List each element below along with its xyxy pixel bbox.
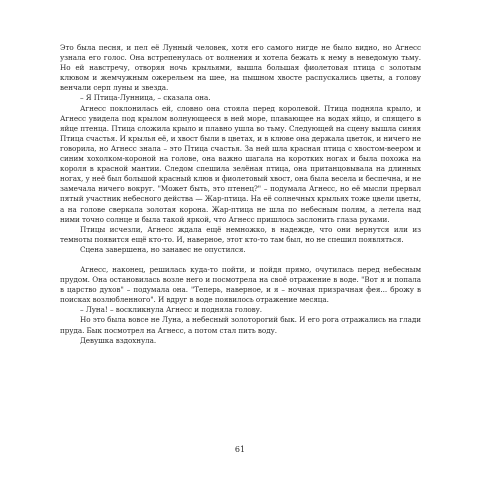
paragraph: Но это была вовсе не Луна, а небесный золоторогий бык. И его рога отражались на глади пруда. Бык посмотрел на Агнесс, а потом стал пить воду.: [60, 315, 421, 335]
paragraph: Агнесс, наконец, решилась куда-то пойти, и пойдя прямо, очутилась перед небесным прудом. Она остановилась возле него и посмотрела на своё отражение в воде. "Вот я и попала в царство духов" – подумала она. "Теперь, наверное, и я – ночная призрачная фея... брожу в поисках возлюбленного". И вдруг в воде появилось отражение месяца.: [60, 264, 421, 305]
page-number: 61: [234, 445, 246, 454]
paragraph: Это была песня, и пел её Лунный человек, хотя его самого нигде не было видно, но Агнесс узнала его голос. Она встрепенулась от волнения и хотела бежать к нему в неведомую тьму. Но ей навстречу, отворяя ночь крыльями, вышла большая фиолетовая птица с золотым клювом и жемчужным ожерельем на шее, на пышном хвосте распускались цветы, а голову венчали серп луны и звезда.: [60, 43, 421, 93]
paragraph: Агнесс поклонилась ей, словно она стояла перед королевой. Птица подняла крыло, и Агнесс увидела под крылом волнующееся в ней море, плавающее на водах яйцо, и спящего в яйце птенца. Птица сложила крыло и плавно ушла во тьму. Следующей на сцену вышла синяя Птица счастья. И крылья её, и хвост были в цветах, и в клюве она держала цветок, и ничего не говорила, но Агнесс знала – это Птица счастья. За ней шла красная птица с хвостом-веером и синим хохолком-короной на голове, она важно шагала на коротких ногах и была похожа на короля в красной мантии. Следом спешила зелёная птица, она пританцовывала на длинных ногах, у неё был большой красный клюв и фиолетовый хвост, она была весела и беспечна, и не замечала ничего вокруг. "Может быть, это птенец?" – подумала Агнесс, но её мысли прервал пятый участник небесного действа — Жар-птица. На её солнечных крыльях тоже цвели цветы, а на голове сверкала золотая корона. Жар-птица не шла по небесным полям, а летела над ними точно солнце и была такой яркой, что Агнесс пришлось заслонить глаза руками.: [60, 103, 421, 224]
paragraph: Сцена завершена, но занавес не опустился.: [80, 244, 246, 254]
paragraph: Птицы исчезли, Агнесс ждала ещё немножко, в надежде, что они вернутся или из темноты появится ещё кто-то. И, наверное, этот кто-то там был, но не спешил появляться.: [60, 224, 421, 244]
page-text: [60, 43, 421, 346]
paragraph: Девушка вздохнула.: [80, 335, 157, 345]
paragraph: – Луна! – воскликнула Агнесс и подняла голову.: [80, 305, 263, 315]
paragraph: – Я Птица-Лунница, – сказала она.: [80, 93, 211, 103]
